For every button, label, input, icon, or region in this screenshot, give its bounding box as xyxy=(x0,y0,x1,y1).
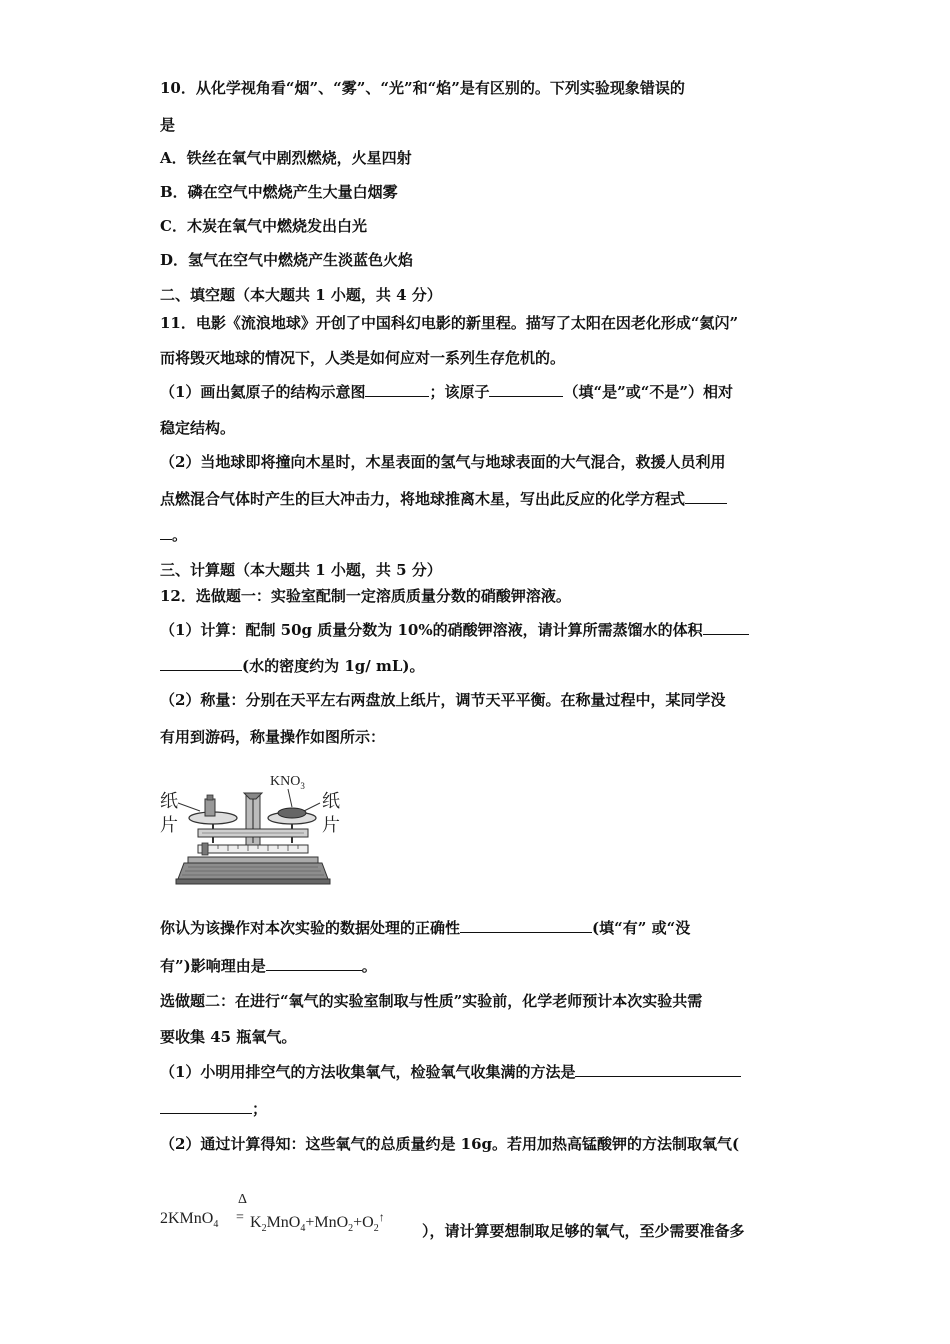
q12-o1-end: ； xyxy=(252,1100,268,1118)
q11-p1-text-c: （填“是”或“不是”）相对 xyxy=(563,383,733,401)
answer-blank[interactable] xyxy=(160,1099,252,1114)
eq-o2-sub: 2 xyxy=(373,1223,379,1234)
q12-q-text-b: (填“有” 或“没 xyxy=(592,919,691,937)
q12-o2-line2: ），请计算要想制取足够的氧气，至少需要准备多 xyxy=(422,1222,745,1240)
gas-arrow-icon: ↑ xyxy=(378,1210,385,1224)
q12-o2-line1: （2）通过计算得知：这些氧气的总质量约是 16g。若用加热高锰酸钾的方法制取氧气( xyxy=(160,1135,740,1153)
answer-blank[interactable] xyxy=(160,656,242,671)
q11-p2-text: 点燃混合气体时产生的巨大冲击力，将地球推离木星，写出此反应的化学方程式 xyxy=(160,490,686,508)
balance-scale-figure xyxy=(158,763,348,891)
q11-p1-text-a: （1）画出氦原子的结构示意图 xyxy=(160,383,366,401)
q11-part2-line2 xyxy=(160,489,727,509)
rider-icon xyxy=(202,843,208,855)
eq-lhs-sub: 4 xyxy=(213,1219,219,1230)
delta-symbol: Δ xyxy=(238,1192,248,1207)
q10-option-a: A．铁丝在氧气中剧烈燃烧，火星四射 xyxy=(160,149,412,167)
q11-part2-line1: （2）当地球即将撞向木星时，木星表面的氢气与地球表面的大气混合，救援人员利用 xyxy=(160,453,726,471)
section2-heading: 二、填空题（本大题共 1 小题，共 4 分） xyxy=(160,286,442,304)
q12-o1-line1 xyxy=(160,1062,741,1082)
answer-blank[interactable] xyxy=(460,918,592,933)
answer-blank[interactable] xyxy=(703,620,749,635)
q11-part2-line3 xyxy=(160,525,187,545)
q12-question-line2 xyxy=(160,956,377,976)
q11-part1-end: 稳定结构。 xyxy=(160,419,236,437)
q12-stem: 12．选做题一：实验室配制一定溶质质量分数的硝酸钾溶液。 xyxy=(160,587,571,605)
q12-o1-line2 xyxy=(160,1099,267,1119)
q10-stem-line1: 10．从化学视角看“烟”、“雾”、“光”和“焰”是有区别的。下列实验现象错误的 xyxy=(160,79,685,97)
answer-blank[interactable] xyxy=(160,525,172,540)
q11-p1-text-b: ；该原子 xyxy=(429,383,490,401)
q10-option-d: D．氢气在空气中燃烧产生淡蓝色火焰 xyxy=(160,251,414,269)
q11-stem-line2: 而将毁灭地球的情况下，人类是如何应对一系列生存危机的。 xyxy=(160,349,566,367)
eq-lhs: 2KMnO xyxy=(160,1210,214,1227)
q12-part2-line2: 有用到游码，称量操作如图所示： xyxy=(160,728,386,746)
q12-q-text-c: 有”)影响理由是 xyxy=(160,957,266,975)
paper-label-left-1: 纸 xyxy=(160,791,178,812)
eq-mno4-sub: 4 xyxy=(300,1223,306,1234)
answer-blank[interactable] xyxy=(489,382,563,397)
q11-stem-line1: 11．电影《流浪地球》开创了中国科幻电影的新里程。描写了太阳在因老化形成“氦闪” xyxy=(160,314,739,332)
q12-q-text-a: 你认为该操作对本次实验的数据处理的正确性 xyxy=(160,919,461,937)
eq-k: K xyxy=(250,1214,262,1231)
q12-part1-line1 xyxy=(160,620,749,640)
q11-p2-end: 。 xyxy=(172,526,188,544)
q12-option2-line2: 要收集 45 瓶氧气。 xyxy=(160,1028,297,1046)
section3-heading: 三、计算题（本大题共 1 小题，共 5 分） xyxy=(160,561,442,579)
eq-k-sub: 2 xyxy=(261,1223,267,1234)
kno3-label: $KNO_3$ xyxy=(270,774,305,791)
q11-part1 xyxy=(160,382,733,402)
kno3-sample-icon xyxy=(278,808,306,818)
answer-blank[interactable] xyxy=(575,1062,741,1077)
eq-mno2-sub: 2 xyxy=(348,1223,354,1234)
q10-stem-line2: 是 xyxy=(160,116,176,134)
answer-blank[interactable] xyxy=(365,382,429,397)
rider-scale xyxy=(198,845,308,853)
paper-label-left-2: 片 xyxy=(160,815,178,836)
answer-blank[interactable] xyxy=(266,956,362,971)
q12-part2-line1: （2）称量：分别在天平左右两盘放上纸片，调节天平平衡。在称量过程中，某同学没 xyxy=(160,691,726,709)
q12-p1-text-b: (水的密度约为 1g/ mL)。 xyxy=(242,657,425,675)
q12-option2-line1: 选做题二：在进行“氧气的实验室制取与性质”实验前，化学老师预计本次实验共需 xyxy=(160,992,703,1010)
eq-o2: +O xyxy=(353,1214,374,1231)
q12-part1-line2 xyxy=(160,656,424,676)
answer-blank[interactable] xyxy=(685,489,727,504)
q12-question-line1 xyxy=(160,918,690,938)
q10-option-c: C．木炭在氧气中燃烧发出白光 xyxy=(160,217,367,235)
q12-q-text-d: 。 xyxy=(361,957,377,975)
q12-o1-text: （1）小明用排空气的方法收集氧气，检验氧气收集满的方法是 xyxy=(160,1063,576,1081)
eq-mno2: +MnO xyxy=(305,1214,349,1231)
q10-option-b: B．磷在空气中燃烧产生大量白烟雾 xyxy=(160,183,398,201)
eq-mno4: MnO xyxy=(266,1214,301,1231)
q12-p1-text: （1）计算：配制 50g 质量分数为 10%的硝酸钾溶液，请计算所需蒸馏水的体积 xyxy=(160,621,703,639)
weight-icon xyxy=(205,799,215,816)
paper-label-right-1: 纸 xyxy=(322,791,340,812)
paper-label-right-2: 片 xyxy=(322,815,340,836)
